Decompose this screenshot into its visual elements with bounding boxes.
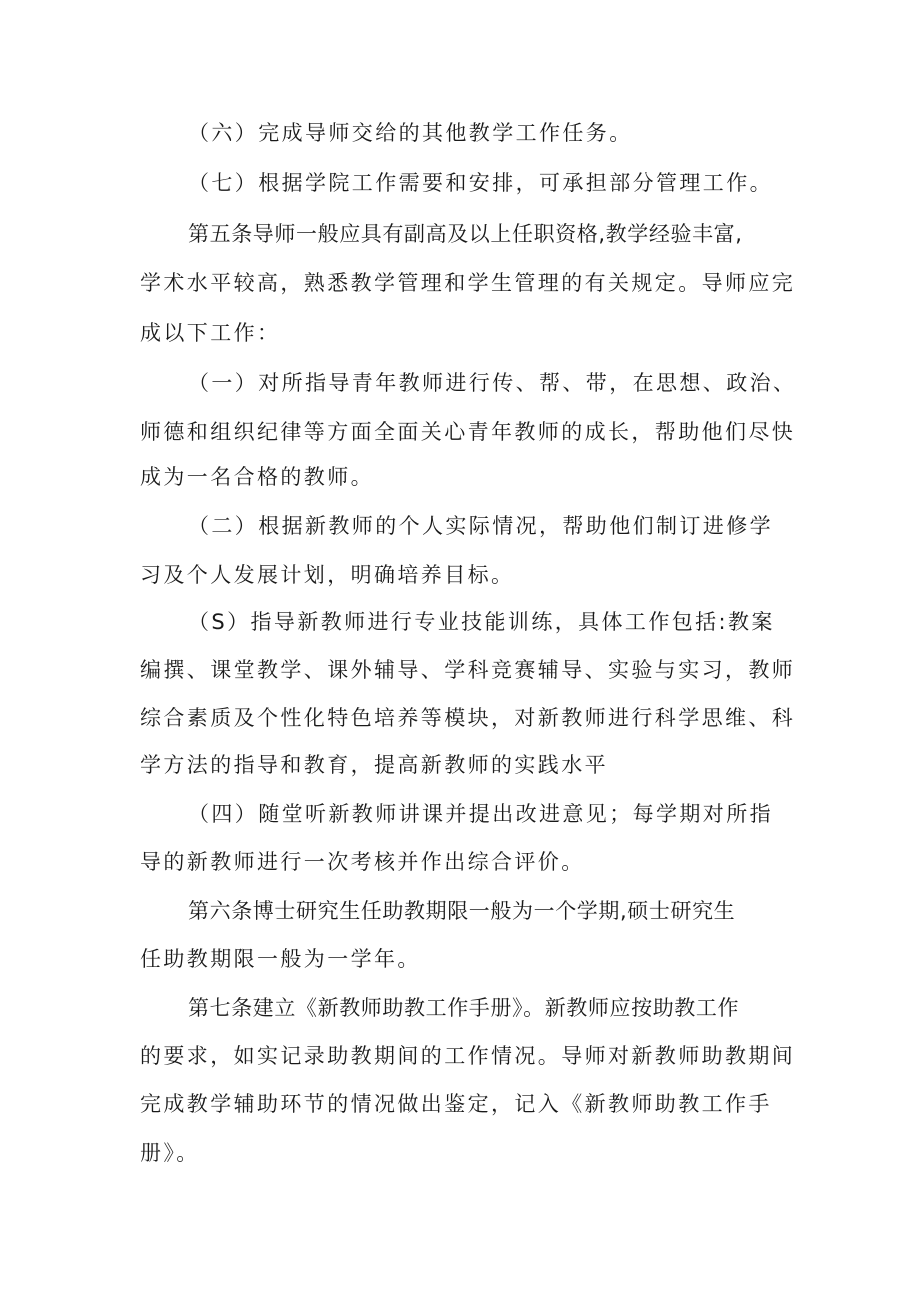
duty-3-line-4: 学方法的指导和教育，提高新教师的实践水平 — [140, 753, 608, 777]
article-5-line-2: 学术水平较高，熟悉教学管理和学生管理的有关规定。导师应完 — [140, 271, 796, 295]
article-7-line-4: 册》。 — [140, 1141, 200, 1165]
paragraph-item-6: （六）完成导师交给的其他教学工作任务。 — [188, 121, 633, 145]
article-6-line-1: 第六条博士研究生任助教期限一般为一个学期,硕士研究生 — [188, 899, 736, 923]
duty-4-line-2: 导的新教师进行一次考核并作出综合评价。 — [140, 850, 585, 874]
article-6-line-2: 任助教期限一般为一学年。 — [140, 947, 421, 971]
article-5-line-1: 第五条导师一般应具有副高及以上任职资格,教学经验丰富, — [188, 222, 743, 246]
duty-1-line-3: 成为一名合格的教师。 — [140, 465, 374, 489]
duty-3-line-3: 综合素质及个性化特色培养等模块，对新教师进行科学思维、科 — [140, 706, 796, 730]
paragraph-item-7: （七）根据学院工作需要和安排，可承担部分管理工作。 — [188, 171, 773, 195]
duty-4-line-1: （四）随堂听新教师讲课并提出改进意见；每学期对所指 — [188, 802, 773, 826]
article-7-line-1: 第七条建立《新教师助教工作手册》。新教师应按助教工作 — [188, 996, 740, 1020]
duty-1-line-1: （一）对所指导青年教师进行传、帮、带，在思想、政治、 — [188, 371, 797, 395]
article-7-line-2: 的要求，如实记录助教期间的工作情况。导师对新教师助教期间 — [140, 1044, 796, 1068]
duty-3-line-2: 编撰、课堂教学、课外辅导、学科竞赛辅导、实验与实习，教师 — [140, 658, 796, 682]
duty-2-line-1: （二）根据新教师的个人实际情况，帮助他们制订进修学 — [188, 514, 773, 538]
duty-3-line-1: （S）指导新教师进行专业技能训练，具体工作包括:教案 — [188, 610, 775, 634]
duty-2-line-2: 习及个人发展计划，明确培养目标。 — [140, 563, 515, 587]
duty-1-line-2: 师德和组织纪律等方面全面关心青年教师的成长，帮助他们尽快 — [140, 420, 796, 444]
article-5-line-3: 成以下工作： — [140, 321, 281, 345]
article-7-line-3: 完成教学辅助环节的情况做出鉴定，记入《新教师助教工作手 — [140, 1092, 772, 1116]
